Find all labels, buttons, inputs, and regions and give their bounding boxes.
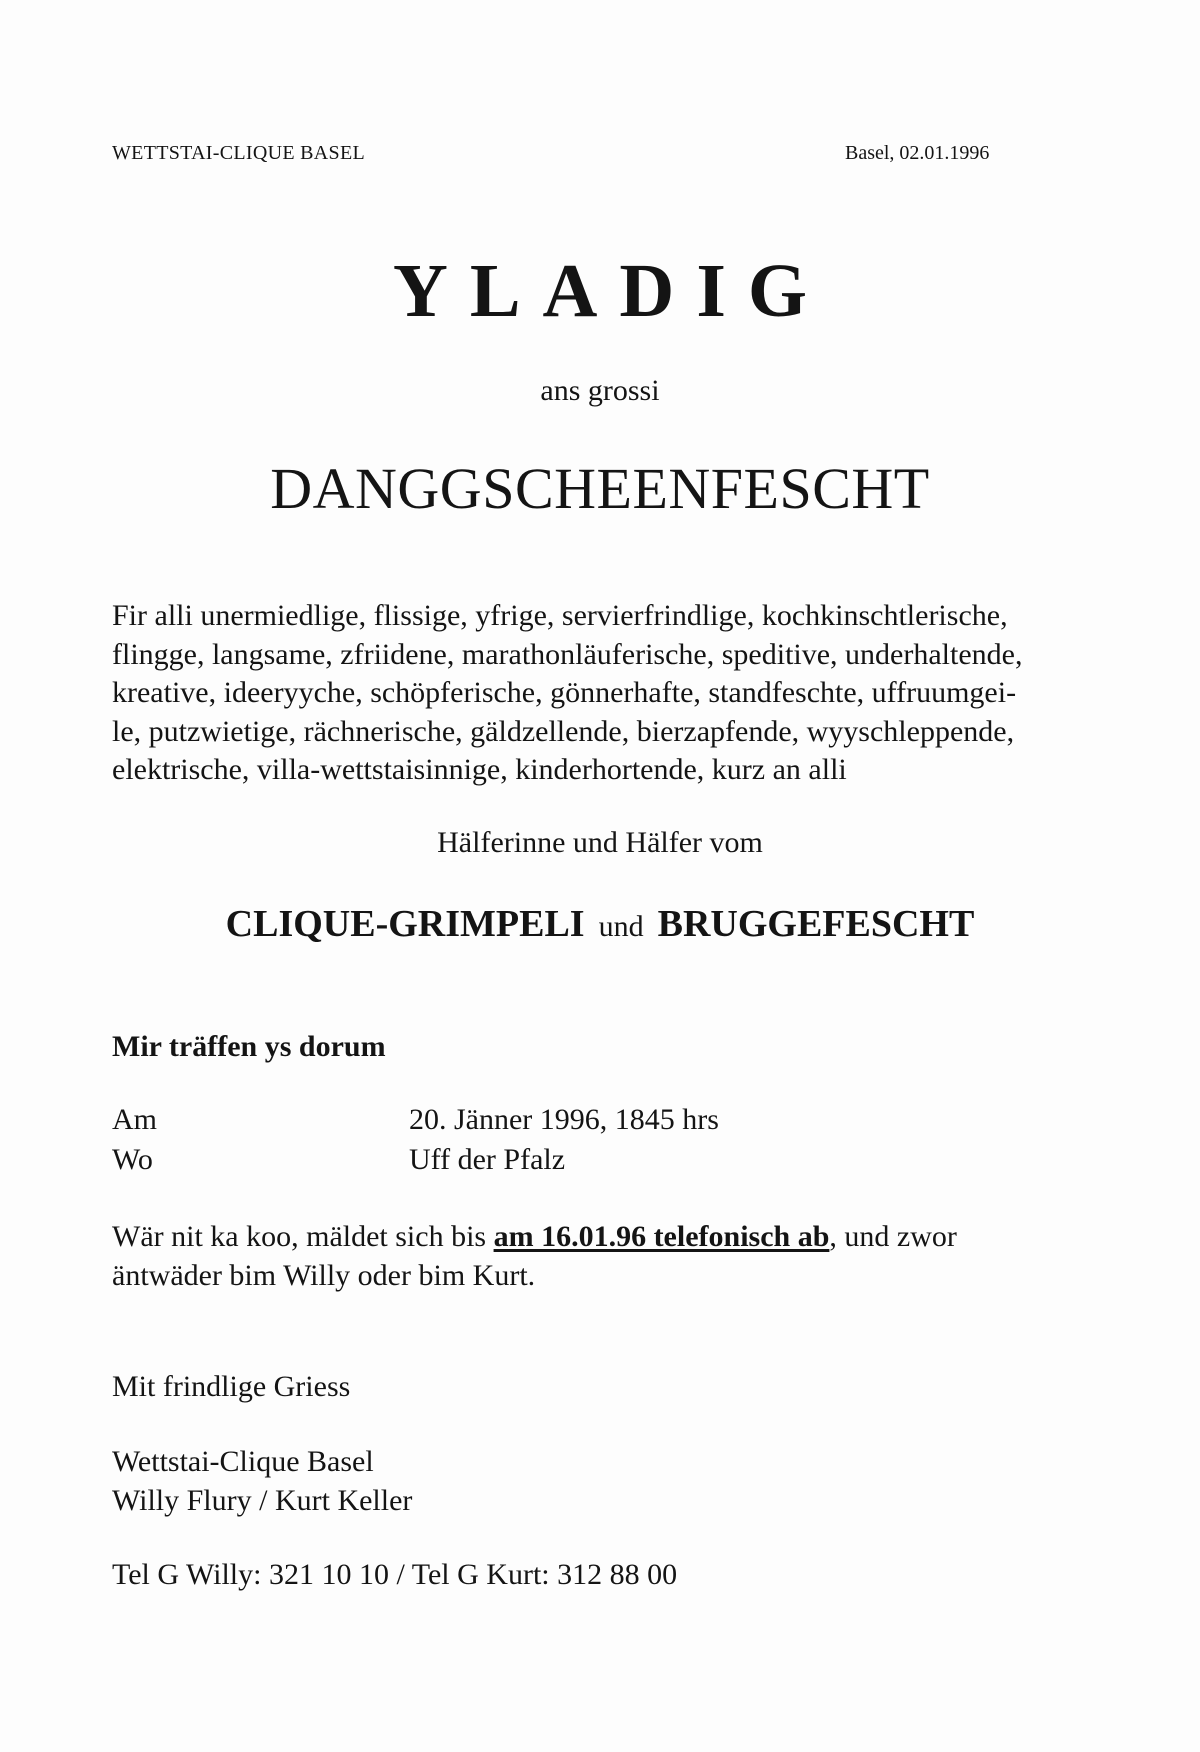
rsvp-notice-line-2: äntwäder bim Willy oder bim Kurt. (112, 1258, 536, 1292)
contact-phones: Tel G Willy: 321 10 10 / Tel G Kurt: 312 88 00 (112, 1558, 678, 1591)
signature-names: Willy Flury / Kurt Keller (112, 1484, 413, 1517)
event-bruggefescht: BRUGGEFESCHT (657, 903, 975, 945)
letter-title: YLADIG (392, 249, 830, 333)
event-clique-grimpeli: CLIQUE-GRIMPELI (225, 903, 585, 945)
intro-line: le, putzwietige, rächnerische, gäldzellende, bierzapfende, wyyschleppende, (112, 714, 1015, 748)
meeting-when-label: Am (112, 1103, 157, 1136)
header-place-date: Basel, 02.01.1996 (845, 142, 990, 164)
header-organization: WETTSTAI-CLIQUE BASEL (112, 142, 365, 164)
intro-line: flingge, langsame, zfriidene, marathonläuferische, speditive, underhaltende, (112, 637, 1023, 671)
events-line (0, 902, 1200, 946)
rsvp-deadline: am 16.01.96 telefonisch ab (493, 1220, 830, 1253)
meeting-where-value: Uff der Pfalz (409, 1143, 566, 1176)
helpers-line: Hälferinne und Hälfer vom (437, 826, 763, 859)
intro-line: kreative, ideeryyche, schöpferische, gönnerhafte, standfeschte, uffruumgei- (112, 676, 1017, 709)
signature-organization: Wettstai-Clique Basel (112, 1445, 374, 1478)
rsvp-text-before: Wär nit ka koo, mäldet sich bis (112, 1220, 494, 1253)
meeting-where-label: Wo (112, 1143, 153, 1176)
event-title: DANGGSCHEENFESCHT (270, 456, 930, 521)
meeting-heading: Mir träffen ys dorum (112, 1030, 386, 1063)
intro-paragraph (112, 597, 1132, 790)
letter-subtitle: ans grossi (540, 374, 660, 407)
rsvp-notice (112, 1218, 1132, 1295)
rsvp-text-after: , und zwor (829, 1220, 957, 1253)
rsvp-notice-line (112, 1218, 1132, 1257)
meeting-when-value: 20. Jänner 1996, 1845 hrs (409, 1103, 719, 1136)
closing-greeting: Mit frindlige Griess (112, 1370, 351, 1403)
intro-line: Fir alli unermiedlige, flissige, yfrige, servierfrindlige, kochkinschtlerische, (112, 599, 1008, 632)
intro-line: elektrische, villa-wettstaisinnige, kinderhortende, kurz an alli (112, 753, 847, 786)
events-connector: und (598, 910, 644, 943)
